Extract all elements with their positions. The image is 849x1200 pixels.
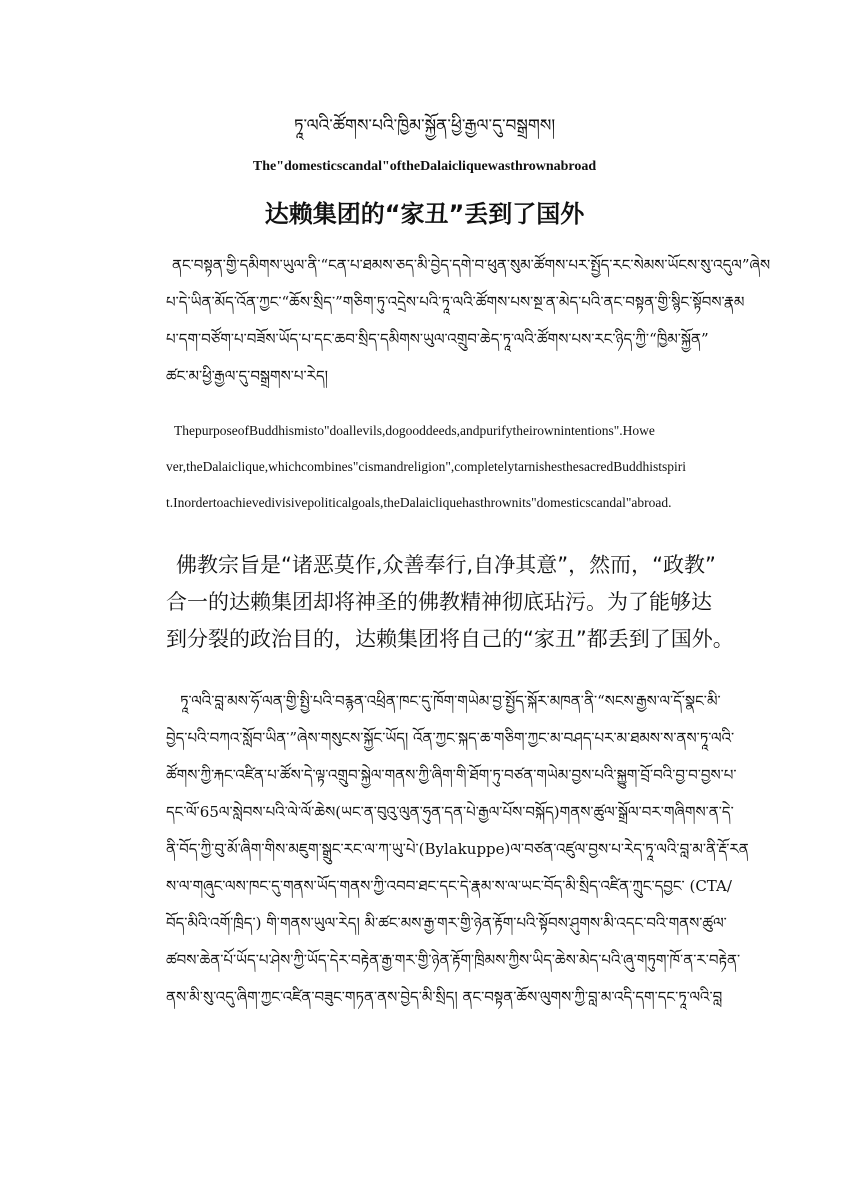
text-line: 佛教宗旨是“诸恶莫作,众善奉行,自净其意”，然而，“政教” bbox=[176, 553, 716, 577]
text-line: ནི་བོད་ཀྱི་བུ་མོ་ཞིག་གིས་མཇུག་སྒྲུང་རང་ལ་ཀ་ཡུ་པེ་(Bylakuppe)ལ་བཙན་འཛུལ་བྱས་པ་རེད་ཏཱ་ལའི་བླ་མ་ནི་རྡོ་རན bbox=[166, 840, 749, 858]
paragraph-chinese bbox=[166, 547, 734, 658]
text-line: པ་དེ་ཡིན་མོད་འོན་ཀྱང་“ཆོས་སྲིད་”གཅིག་ཏུ་འདྲེས་པའི་ཏཱ་ལའི་ཚོགས་པས་སྔ་ན་མེད་པའི་ནང་བསྟན་གྱི་སྙིང་སྟོབས་རྣམ bbox=[166, 293, 745, 311]
title-chinese: 达赖集团的“家丑”丢到了国外 bbox=[264, 200, 585, 228]
text-line: 到分裂的政治目的，达赖集团将自己的“家丑”都丢到了国外。 bbox=[166, 627, 734, 651]
paragraph-tibetan-2 bbox=[166, 683, 749, 1053]
text-line: བོད་མིའི་འགོ་ཁྲིད་) གི་གནས་ཡུལ་རེད། མི་ཚང་མས་རྒྱ་གར་གྱི་ཉེན་རྟོག་པའི་སྟོབས་ཤུགས་མི་འདང་བའི་གནས་ཚུལ་ bbox=[166, 914, 727, 932]
text-line: ཏཱ་ལའི་བླ་མས་ཧོ་ལན་གྱི་སྤྱི་པའི་བརྙན་འཕྲིན་ཁང་དུ་ཁོག་གཡེམ་བྱ་སྤྱོད་སྐོར་མཁན་ནི་“སངས་རྒྱས་ལ་དོ་སྣང་མི་ bbox=[180, 692, 721, 710]
text-line: ཚབས་ཆེན་པོ་ཡོད་པ་ཤེས་ཀྱི་ཡོད་དེར་བརྟེན་རྒྱ་གར་གྱི་ཉེན་རྟོག་ཁྲིམས་ཀྱིས་ཡིད་ཆེས་མེད་པའི་ཞུ་གཏུག་ཁོ་ན་ར་བརྟེན་ bbox=[166, 951, 741, 969]
text-line: t.Inordertoachievedivisivepoliticalgoals,theDalaicliquehasthrownits"domesticscandal"abroad. bbox=[166, 495, 672, 510]
text-line: 合一的达赖集团却将神圣的佛教精神彻底玷污。为了能够达 bbox=[166, 590, 712, 614]
text-line: ཚོགས་ཀྱི་རྐང་འཛིན་པ་ཚོས་དེ་ལྟ་འགྲུབ་སྐྱེལ་གནས་ཀྱི་ཞིག་གི་ཐོག་ཏུ་བཙན་གཡེམ་བྱས་པའི་སྐྱུག་བྲོ་བའི་བྱ་བ་བྱས་པ་ bbox=[166, 766, 737, 784]
title-english: The"domesticscandal"oftheDalaicliquewasthrownabroad bbox=[252, 159, 597, 174]
text-line: ver,theDalaiclique,whichcombines"cismandreligion",completelytarnishesthesacredBuddhistspiri bbox=[166, 459, 686, 474]
text-line: ThepurposeofBuddhismisto"doallevils,dogooddeeds,andpurifytheirownintentions".Howe bbox=[174, 423, 655, 438]
text-line: ནས་མི་སུ་འདུ་ཞིག་ཀྱང་འཛིན་བཟུང་གཏན་ནས་བྱེད་མི་སྲིད། ནང་བསྟན་ཆོས་ལུགས་ཀྱི་བླ་མ་འདི་དག་དང་ཏཱ་ལའི་བླ bbox=[166, 988, 723, 1006]
title-tibetan: ཏཱ་ལའི་ཚོགས་པའི་ཁྱིམ་སྐྱོན་ཕྱི་རྒྱལ་དུ་བསྒྲགས། bbox=[293, 116, 556, 136]
text-line: ས་ལ་གཞུང་ལས་ཁང་དུ་གནས་ཡོད་གནས་ཀྱི་འབབ་ཐང་དང་དེ་རྣམ་ས་ལ་ཡང་བོད་མི་སྲིད་འཛིན་ཀྲུང་དབྱང་ (CTA/ bbox=[166, 877, 732, 895]
paragraph-english bbox=[166, 413, 684, 521]
text-line: དང་ལོ་65ལ་སླེབས་པའི་ལེ་ལོ་ཆེས(ཡང་ན་བུའུ་ལུན་ཧུན་དན་པེ་རྒྱལ་པོས་བསྐོད)གནས་ཚུལ་སྒྲོལ་བར་གཞིགས་ན་དེ་ bbox=[166, 803, 734, 821]
text-line: ནང་བསྟན་གྱི་དམིགས་ཡུལ་ནི་“ངན་པ་ཐམས་ཅད་མི་བྱེད་དགེ་བ་ཕུན་སུམ་ཚོགས་པར་སྤྱོད་རང་སེམས་ཡོངས་སུ་འདུལ”ཞེས bbox=[172, 256, 771, 274]
text-line: པ་དག་བཙོག་པ་བཟོས་ཡོད་པ་དང་ཆབ་སྲིད་དམིགས་ཡུལ་འགྲུབ་ཆེད་ཏཱ་ལའི་ཚོགས་པས་རང་ཉིད་ཀྱི་“ཁྱིམ་སྐྱོན” bbox=[166, 330, 709, 348]
text-line: ཚང་མ་ཕྱི་རྒྱལ་དུ་བསྒྲགས་པ་རེད། bbox=[166, 367, 329, 385]
paragraph-tibetan-1 bbox=[166, 247, 771, 395]
text-line bbox=[166, 1016, 684, 1053]
text-line: བྱེད་པའི་བཀའ་སློབ་ཡིན་”ཞེས་གསུངས་སྐྱོང་ཡོད། འོན་ཀྱང་སྐད་ཆ་གཅིག་ཀྱང་མ་བཤད་པར་མ་ཐམས་ས་ནས་ཏཱ་ལའི་ bbox=[166, 729, 735, 747]
